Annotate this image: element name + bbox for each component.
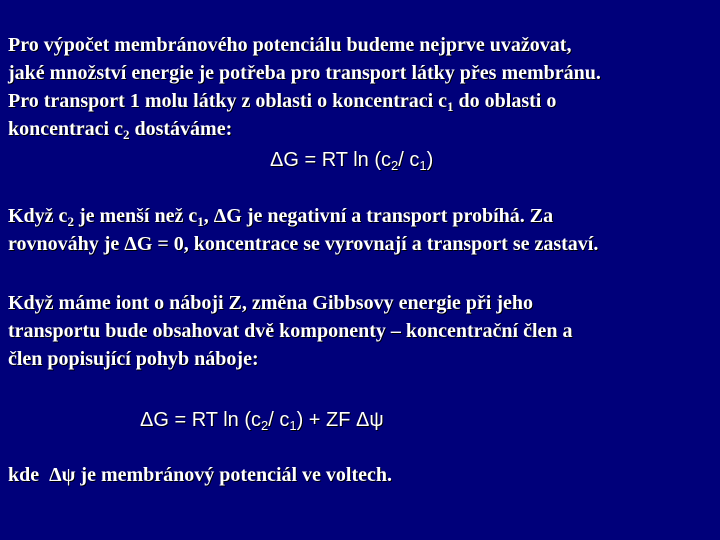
para1-line2 — [8, 60, 601, 86]
para2-line2 — [8, 231, 598, 257]
para2-line1-text-b: je menší než c — [73, 205, 198, 227]
eq2-subscript-2: 1 — [289, 418, 297, 433]
para1-line4 — [8, 116, 232, 142]
eq1-text-a: ΔG = RT ln (c — [270, 149, 391, 171]
para2-line2-text: rovnováhy je ΔG = 0, koncentrace se vyrovnají a transport se zastaví. — [8, 233, 599, 255]
para3-line2-text: transportu bude obsahovat dvě komponenty – koncentrační člen a — [8, 320, 573, 342]
para2-subscript-1: 2 — [67, 214, 74, 229]
para1-line1 — [8, 32, 571, 58]
para3-line1 — [8, 290, 533, 316]
para1-line2-text: jaké množství energie je potřeba pro transport látky přes membránu. — [8, 62, 601, 84]
footer-text: kde Δψ je membránový potenciál ve voltech. — [8, 464, 393, 486]
para1-line3 — [8, 88, 556, 114]
footer-line — [8, 462, 392, 488]
eq1-text-b: / c — [398, 149, 420, 171]
para3-line3-text: člen popisující pohyb náboje: — [8, 348, 259, 370]
para1-line3-text-a: Pro transport 1 molu látky z oblasti o koncentraci c — [8, 90, 448, 112]
para1-line4-subscript: 2 — [122, 127, 130, 142]
eq2-text-b: / c — [268, 409, 290, 431]
equation-2 — [140, 407, 384, 433]
para2-line1 — [8, 203, 553, 229]
para1-line3-subscript: 1 — [447, 99, 454, 114]
para2-line1-text-c: , ΔG je negativní a transport probíhá. Za — [203, 205, 554, 227]
eq2-subscript-1: 2 — [261, 418, 269, 433]
para3-line1-text: Když máme iont o náboji Z, změna Gibbsovy energie při jeho — [8, 292, 533, 314]
equation-1 — [270, 147, 433, 173]
para2-subscript-2: 1 — [197, 214, 204, 229]
para2-line1-text-a: Když c — [8, 205, 68, 227]
para3-line3 — [8, 346, 259, 372]
eq1-subscript-1: 2 — [391, 158, 399, 173]
eq2-text-a: ΔG = RT ln (c — [140, 409, 261, 431]
eq1-text-c: ) — [426, 149, 434, 171]
para1-line1-text: Pro výpočet membránového potenciálu budeme nejprve uvažovat, — [8, 34, 572, 56]
para1-line4-text-a: koncentraci c — [8, 118, 123, 140]
para3-line2 — [8, 318, 573, 344]
eq2-text-c: ) + ZF Δψ — [296, 409, 384, 431]
para1-line4-text-b: dostáváme: — [129, 118, 233, 140]
eq1-subscript-2: 1 — [419, 158, 427, 173]
para1-line3-text-b: do oblasti o — [453, 90, 557, 112]
